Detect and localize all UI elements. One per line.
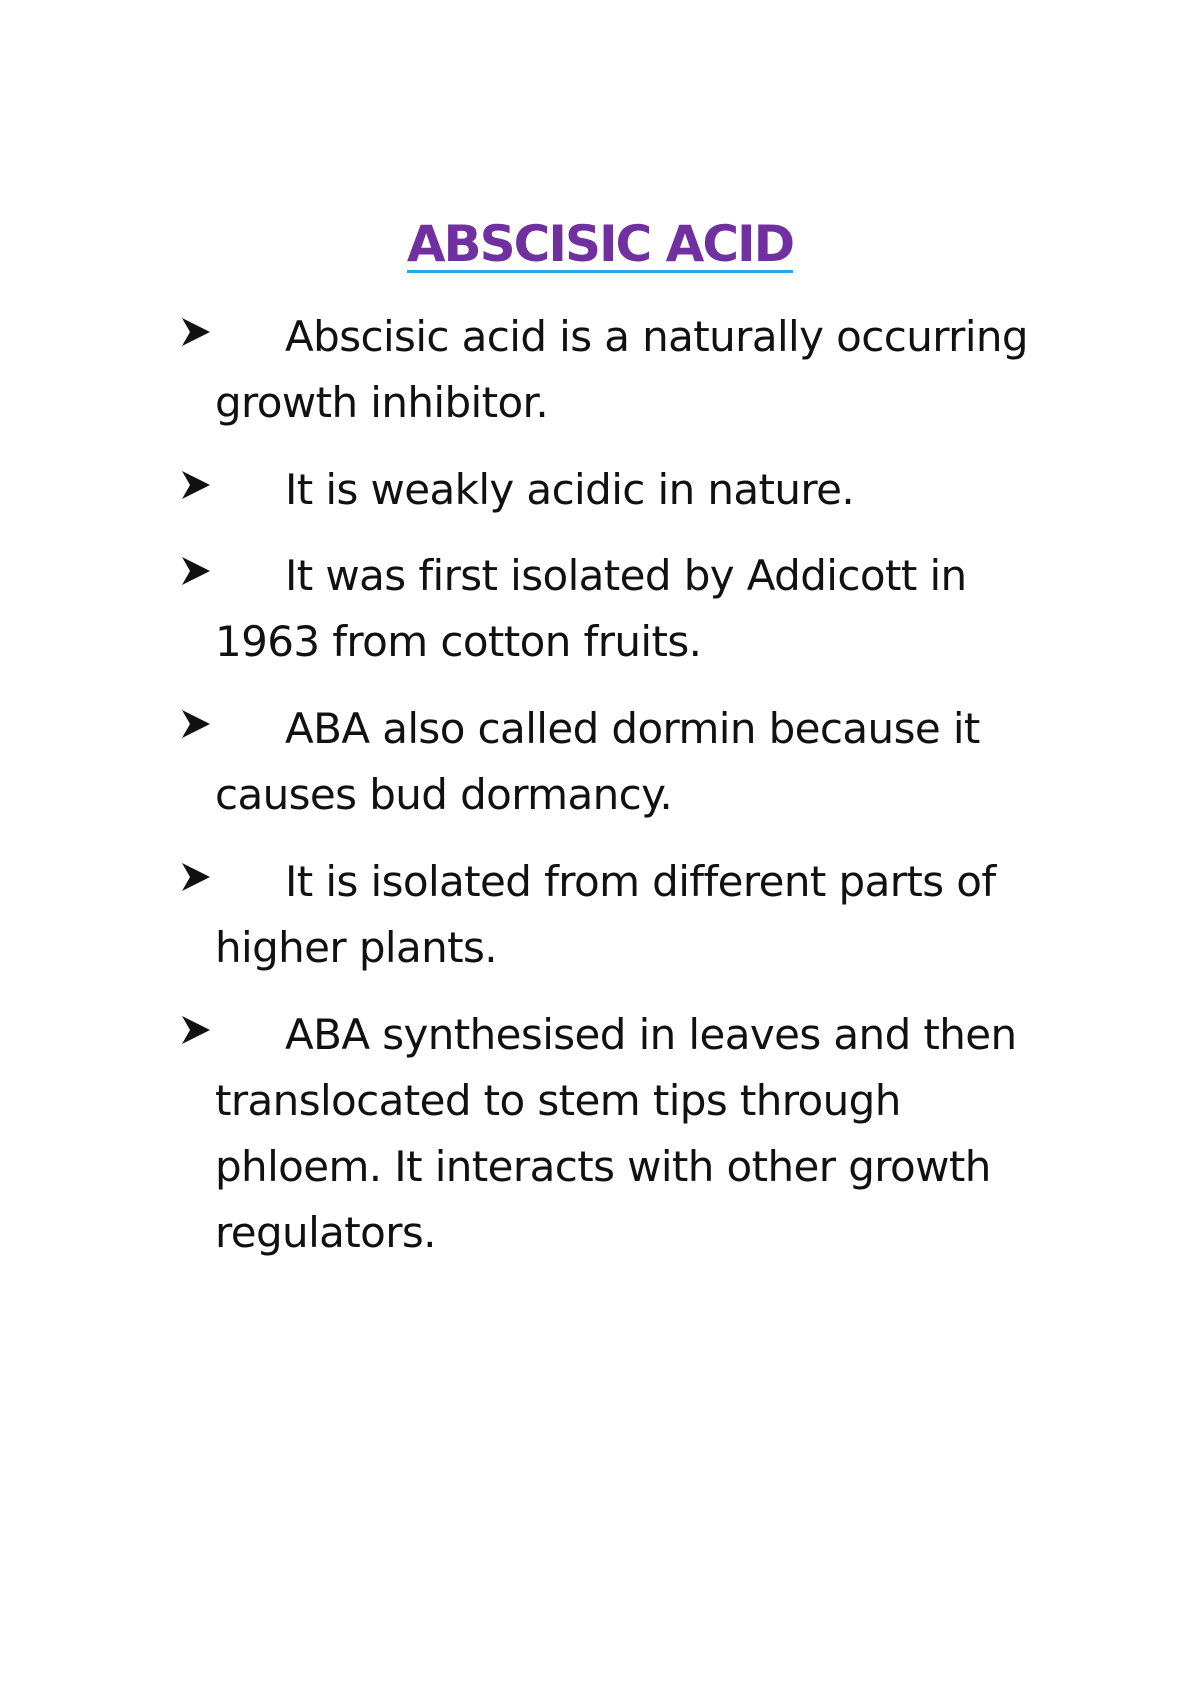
arrowhead-bullet-icon (180, 316, 212, 348)
arrowhead-bullet-icon (180, 555, 212, 587)
arrowhead-bullet-icon (180, 469, 212, 501)
document-title (0, 214, 1200, 274)
bullet-text: It is isolated from different parts of higher plants. (215, 857, 996, 972)
bullet-text: It is weakly acidic in nature. (285, 465, 855, 514)
arrowhead-bullet-icon (180, 861, 212, 893)
document-title-text: ABSCISIC ACID (406, 215, 794, 273)
arrowhead-bullet-icon (180, 1014, 212, 1046)
bullet-text: It was first isolated by Addicott in 1963 from cotton fruits. (215, 551, 967, 666)
bullet-text: ABA also called dormin because it causes bud dormancy. (215, 704, 980, 819)
bullet-text: ABA synthesised in leaves and then translocated to stem tips through phloem. It interacts with other growth regulators. (215, 1010, 1017, 1257)
bullet-text: Abscisic acid is a naturally occurring growth inhibitor. (215, 312, 1028, 427)
arrowhead-bullet-icon (180, 708, 212, 740)
